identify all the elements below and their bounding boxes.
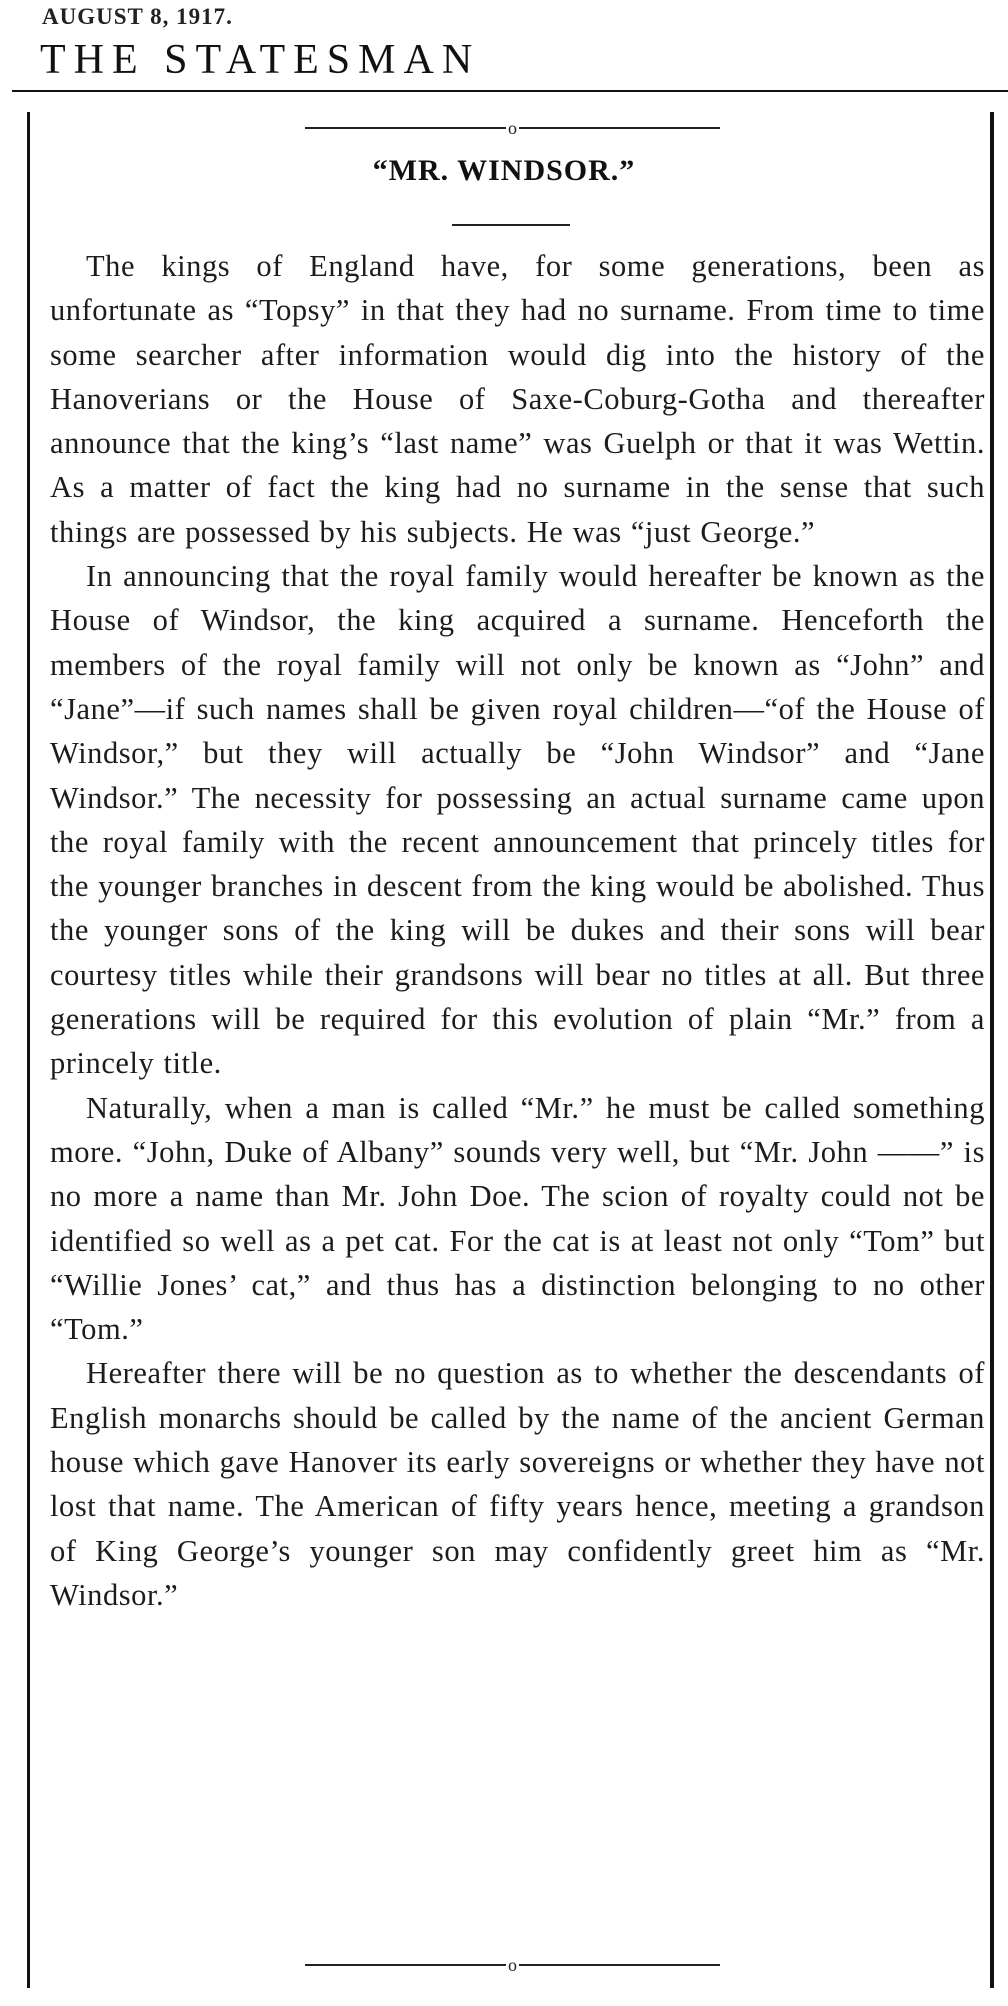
ornament-line	[305, 127, 506, 129]
ornament-mark: o	[508, 1955, 517, 1975]
article-paragraph: In announcing that the royal family would hereafter be known as the House of Windsor, the king acquired a surname. Henceforth the members of the royal family will not only be known as “John” and “Jane”—if such names shall be given royal children—“of the House of Windsor,” but they will actually be “John Windsor” and “Jane Windsor.” The necessity for possessing an actual surname came upon the royal family with the recent announcement that princely titles for the younger branches in descent from the king would be abolished. Thus the younger sons of the king will be dukes and their sons will bear courtesy titles while their grandsons will bear no titles at all. But three generations will be required for this evolution of plain “Mr.” from a princely title.	[50, 559, 985, 1081]
ornament-line	[519, 127, 720, 129]
article-paragraph: Naturally, when a man is called “Mr.” he must be called something more. “John, Duke of Albany” sounds very well, but “Mr. John ——” is no more a name than Mr. John Doe. The scion of royalty could not be identified so well as a pet cat. For the cat is at least not only “Tom” but “Willie Jones’ cat,” and thus has a distinction belonging to no other “Tom.”	[50, 1090, 985, 1347]
headline-rule	[452, 224, 570, 226]
issue-date: AUGUST 8, 1917.	[42, 4, 233, 29]
article-paragraph: The kings of England have, for some generations, been as unfortunate as “Topsy” in that they had no surname. From time to time some searcher after information would dig into the history of the Hanoverians or the House of Saxe-Coburg-Gotha and thereafter announce that the king’s “last name” was Guelph or that it was Wettin. As a matter of fact the king had no surname in the sense that such things are possessed by his subjects. He was “just George.”	[50, 249, 985, 549]
article-body	[50, 244, 985, 1617]
ornament-line	[519, 1964, 720, 1966]
article-paragraph: Hereafter there will be no question as to whether the descendants of English monarchs should be called by the name of the ancient German house which gave Hanover its early sovereigns or whether they have not lost that name. The American of fifty years hence, meeting a grandson of King George’s younger son may confidently greet him as “Mr. Windsor.”	[50, 1356, 985, 1612]
bottom-ornament-divider	[305, 1955, 720, 1975]
column-rule-left	[27, 112, 30, 1988]
column-rule-right	[990, 112, 994, 1988]
ornament-line	[305, 1964, 506, 1966]
newspaper-title: THE STATESMAN	[40, 37, 481, 83]
top-ornament-divider	[305, 118, 720, 138]
masthead-rule	[12, 90, 1008, 92]
article-headline: “MR. WINDSOR.”	[372, 154, 636, 187]
ornament-mark: o	[508, 118, 517, 138]
